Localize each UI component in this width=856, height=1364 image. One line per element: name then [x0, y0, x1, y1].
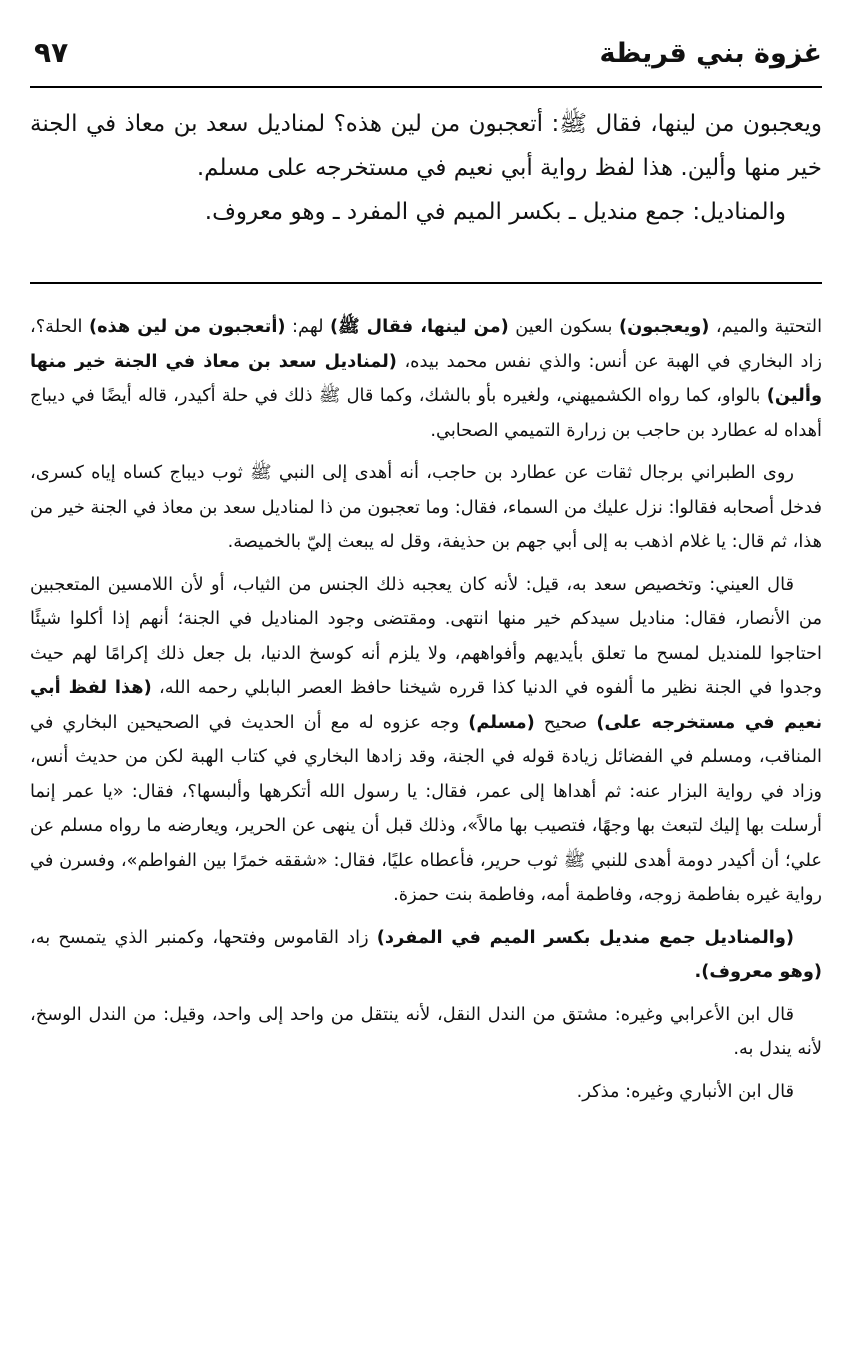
section-divider [30, 282, 822, 284]
chapter-title: غزوة بني قريظة [599, 38, 822, 69]
quoted-main-text: (هذا لفظ أبي نعيم في مستخرجه على) [30, 677, 823, 733]
quoted-main-text: (وهو معروف). [694, 961, 822, 982]
quoted-main-text: (من لينها، فقال ﷺ) [330, 316, 509, 337]
commentary-text: التحتية والميم، [715, 316, 823, 337]
commentary-paragraph [30, 310, 822, 448]
commentary-text: قال العيني: وتخصيص سعد به، قيل: لأنه كان يعجبه ذلك الجنس من الثياب، أو لأن اللامسين المتعجبين من الأنصار، فقال: مناديل سيدكم خير منها انتهى. ومقتضى وجود المناديل في الجنة؛ أنهم إذا أكلوا شيئًا احتاجوا للمنديل لمسح ما تعلق بأيديهم وأفواههم، ولا يلزم أنه كوسخ الدنيا، بل جعل ذلك إكرامًا لهم حيث وجدوا في الجنة نظير ما ألفوه في الدنيا كذا قرره شيخنا حافظ العصر البابلي رحمه الله، [30, 573, 823, 698]
quoted-main-text: (لمناديل سعد بن معاذ في الجنة خير منها وألين) [30, 350, 823, 406]
commentary-text: بسكون العين [515, 316, 613, 337]
commentary-paragraph [30, 568, 822, 913]
main-text [30, 88, 822, 234]
commentary-paragraph: قال ابن الأعرابي وغيره: مشتق من الندل النقل، لأنه ينتقل من واحد إلى واحد، وقيل: من الندل الوسخ، لأنه يندل به. [30, 1003, 822, 1059]
commentary-text: الحلة؟، زاد البخاري في الهبة عن أنس: والذي نفس محمد بيده، [30, 316, 823, 372]
commentary-text: بالواو، كما رواه الكشميهني، ولغيره بأو بالشك، وكما قال ﷺ ذلك في حلة أكيدر، قاله أيضًا في ديباج أهداه له عطارد بن حاجب بن زرارة التميمي الصحابي. [30, 385, 822, 441]
commentary-text: صحيح [543, 711, 588, 733]
commentary [30, 310, 822, 1109]
commentary-paragraph: روى الطبراني برجال ثقات عن عطارد بن حاجب، أنه أهدى إلى النبي ﷺ ثوب ديباج كساه إياه كسرى، فدخل أصحابه فقالوا: نزل عليك من السماء، فقال: وما تعجبون من ذا لمناديل سعد بن معاذ في الجنة خير من هذا، ثم قال: يا غلام اذهب به إلى أبي جهم بن حذيفة، وقل له يبعث إليّ بالخميصة. [30, 462, 822, 552]
commentary-text: زاد القاموس وفتحها، وكمنبر الذي يتمسح به، [30, 926, 369, 948]
quoted-main-text: (ويعجبون) [618, 316, 710, 337]
header-rule [30, 86, 822, 88]
quoted-main-text: (أتعجبون من لين هذه) [88, 316, 286, 337]
quoted-main-text: (مسلم) [468, 711, 535, 733]
main-text-paragraph: والمناديل: جمع منديل ـ بكسر الميم في المفرد ـ وهو معروف. [204, 199, 786, 225]
quoted-main-text: (والمناديل جمع منديل بكسر الميم في المفرد) [376, 926, 795, 948]
commentary-text: وجه عزوه له مع أن الحديث في الصحيحين البخاري في المناقب، ومسلم في الفضائل زيادة قوله في الجنة، وقد زادها البخاري في كتاب الهبة لكن من حديث أنس، وزاد في رواية البزار عنه: ثم أهداها إلى عمر، فقال: يا رسول الله أتكرهها وألبسها؟، فقال: «يا عمر إنما أرسلت بها إليك لتبعث بها وجهًا، فتصيب بها مالاً»، وذلك قبل أن ينهى عن الحرير، ويعارضه ما رواه مسلم عن علي؛ أن أكيدر دومة أهدى للنبي ﷺ ثوب حرير، فأعطاه عليًا، فقال: «شققه خمرًا بين الفواطم»، وفسرن في رواية غيره بفاطمة زوجه، وفاطمة أمه، وفاطمة بنت حمزة. [30, 711, 822, 905]
commentary-paragraph [30, 921, 822, 990]
commentary-text: لهم: [292, 316, 324, 337]
page-header [30, 0, 822, 88]
page-number: ٩٧ [34, 36, 69, 69]
main-text-paragraph: ويعجبون من لينها، فقال ﷺ: أتعجبون من لين هذه؟ لمناديل سعد بن معاذ في الجنة خير منها وألين. هذا لفظ رواية أبي نعيم في مستخرجه على مسلم. [30, 111, 822, 181]
commentary-paragraph: قال ابن الأنباري وغيره: مذكر. [576, 1080, 794, 1102]
